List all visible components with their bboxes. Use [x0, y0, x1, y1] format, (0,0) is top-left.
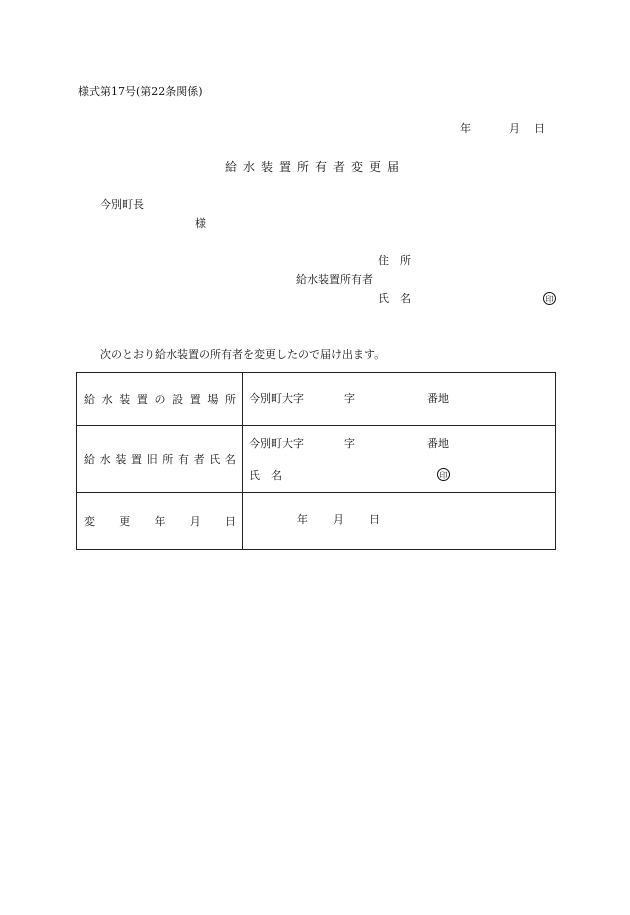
label-char: 名: [224, 453, 236, 466]
change-year-label: 年: [297, 513, 308, 526]
aza-label: 字: [344, 437, 355, 450]
label-char: 置: [130, 453, 142, 466]
town-label: 今別町大字: [249, 437, 304, 450]
former-owner-value: [243, 426, 556, 493]
date-year-label: 年: [460, 122, 471, 135]
installation-location-label: [77, 373, 243, 426]
label-char: 変: [84, 515, 95, 528]
label-char: 装: [119, 393, 131, 406]
spread-label: [77, 451, 242, 467]
label-char: 装: [115, 453, 127, 466]
intro-text: 次のとおり給水装置の所有者を変更したので届け出ます。: [100, 348, 386, 361]
change-day-label: 日: [369, 513, 380, 526]
form-number: 様式第17号(第22条関係): [78, 85, 203, 98]
label-char: 氏: [209, 453, 221, 466]
label-char: 年: [154, 515, 166, 528]
installation-location-value: [243, 373, 556, 426]
label-char: 場: [207, 393, 219, 406]
honorific: 様: [195, 217, 206, 230]
form-table: [76, 372, 556, 550]
date-day-label: 日: [534, 122, 545, 135]
label-char: 給: [84, 453, 95, 466]
banchi-label: 番地: [427, 437, 449, 450]
submission-date: [460, 122, 545, 136]
label-char: 所: [225, 393, 236, 406]
label-char: 者: [193, 453, 205, 466]
aza-label: 字: [344, 392, 355, 405]
banchi-label: 番地: [427, 392, 449, 405]
label-char: 置: [136, 393, 148, 406]
label-char: 有: [177, 453, 189, 466]
town-label: 今別町大字: [249, 392, 304, 405]
table-row: [77, 373, 556, 426]
address-label: 住 所: [378, 254, 411, 267]
change-month-label: 月: [333, 513, 344, 526]
seal-mark: 印: [437, 468, 450, 481]
spread-label: [77, 513, 242, 529]
label-char: 所: [162, 453, 174, 466]
document-title: 給水装置所有者変更届: [224, 160, 405, 174]
label-char: 水: [99, 453, 111, 466]
label-char: 給: [84, 393, 95, 406]
seal-mark: 印: [543, 292, 556, 305]
name-label: 氏 名: [378, 292, 411, 305]
label-char: 月: [189, 515, 201, 528]
label-char: 水: [101, 393, 113, 406]
label-char: 置: [189, 393, 201, 406]
label-char: 更: [119, 515, 131, 528]
label-char: の: [154, 393, 166, 406]
owner-label: 給水装置所有者: [296, 273, 373, 286]
former-owner-name-label: 氏 名: [249, 469, 282, 482]
spread-label: [77, 391, 242, 407]
change-date-label: [77, 493, 243, 550]
former-owner-label: [77, 426, 243, 493]
addressee: 今別町長: [100, 198, 144, 211]
label-char: 旧: [146, 453, 158, 466]
table-row: [77, 493, 556, 550]
change-date-value: [243, 493, 556, 550]
date-month-label: 月: [509, 122, 520, 135]
table-row: [77, 426, 556, 493]
label-char: 設: [172, 393, 184, 406]
label-char: 日: [225, 515, 236, 528]
